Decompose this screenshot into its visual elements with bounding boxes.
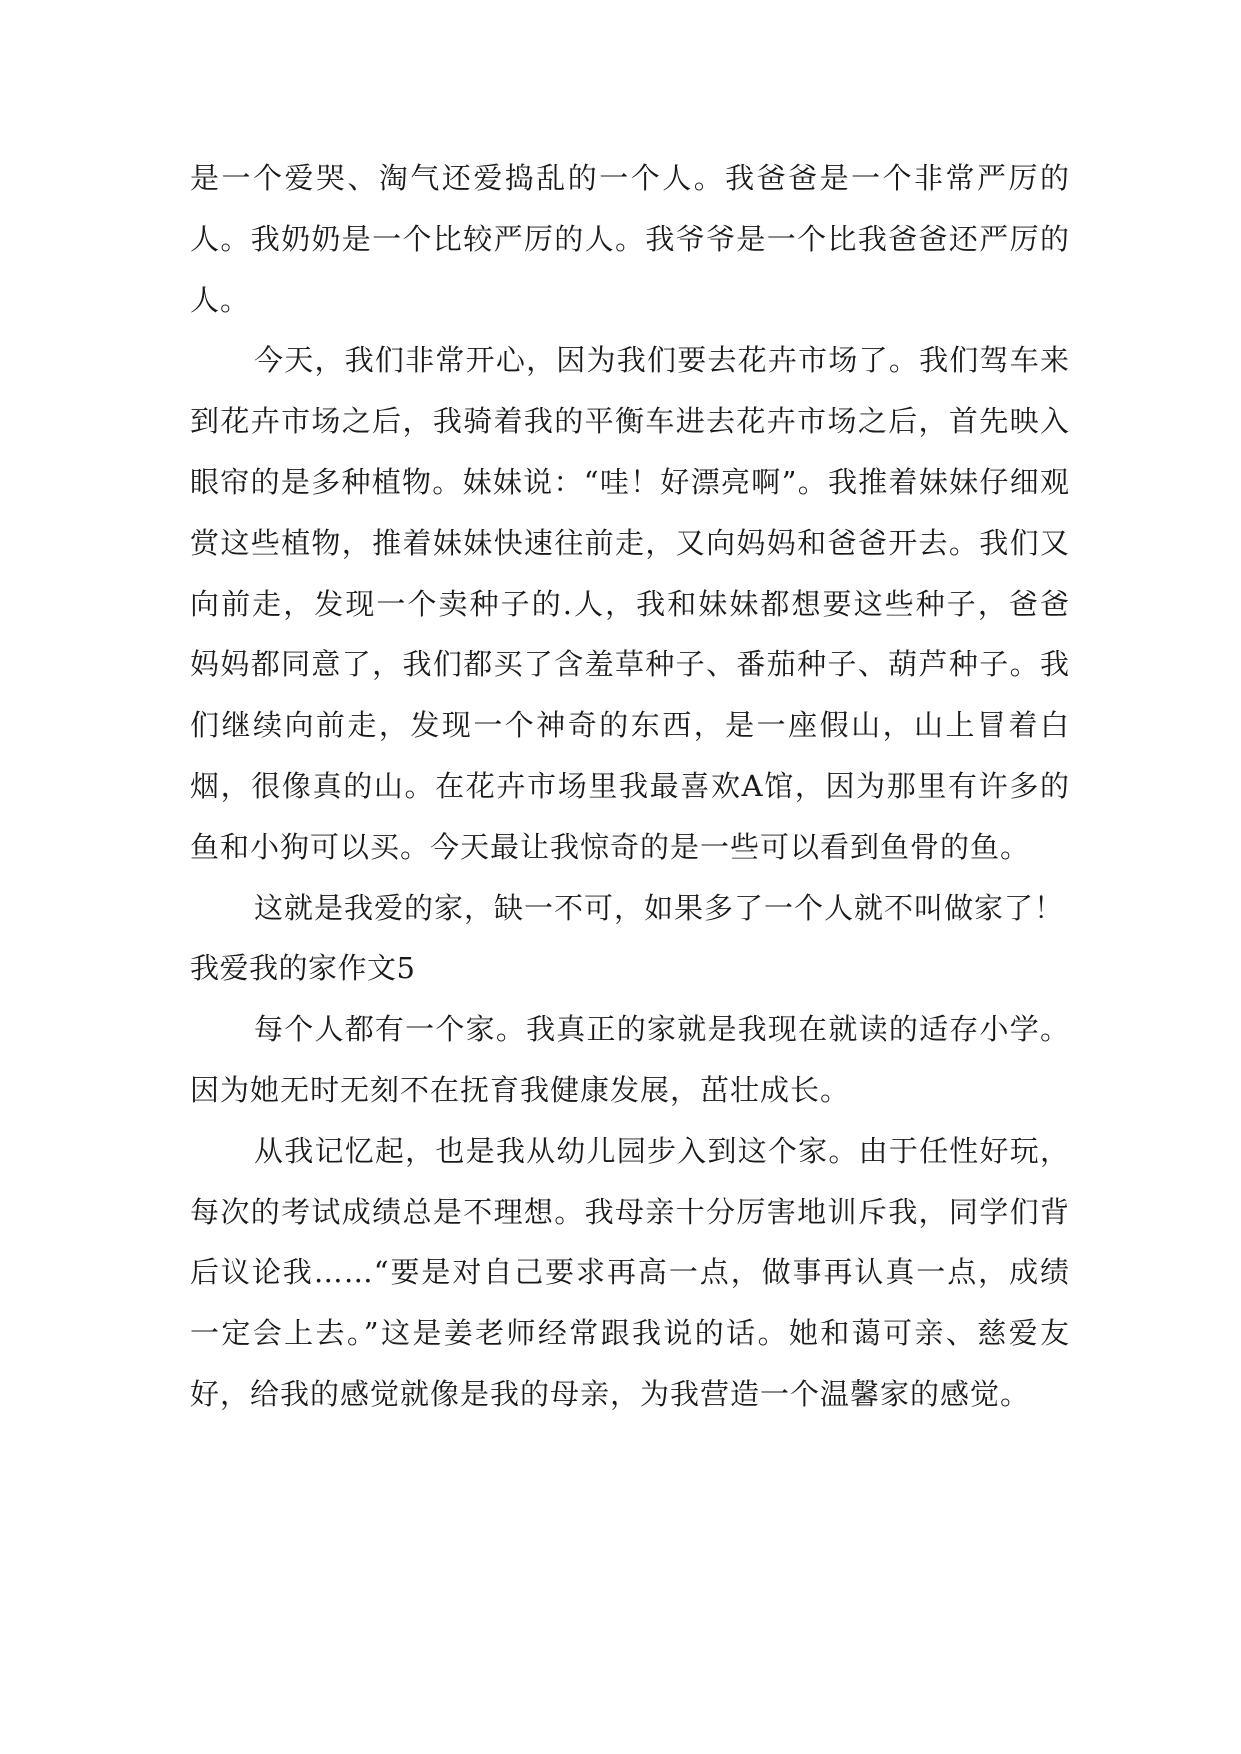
essay-heading: 我爱我的家作文5 <box>190 951 416 986</box>
paragraph-teacher-memory: 从我记忆起，也是我从幼儿园步入到这个家。由于任性好玩，每次的考试成绩总是不理想。我母亲十分厉害地训斥我，同学们背后议论我……“要是对自己要求再高一点，做事再认真一点，成绩一定会上去。”这是姜老师经常跟我说的话。她和蔼可亲、慈爱友好，给我的感觉就像是我的母亲，为我营造一个温馨家的感觉。 <box>190 1133 1070 1411</box>
document-page <box>190 148 1070 1425</box>
paragraph-conclusion: 这就是我爱的家，缺一不可，如果多了一个人就不叫做家了！ <box>254 890 1065 925</box>
paragraph-family-description: 是一个爱哭、淘气还爱捣乱的一个人。我爸爸是一个非常严厉的人。我奶奶是一个比较严厉的人。我爷爷是一个比我爸爸还严厉的人。 <box>190 161 1070 317</box>
paragraph-flower-market: 今天，我们非常开心，因为我们要去花卉市场了。我们驾车来到花卉市场之后，我骑着我的平衡车进去花卉市场之后，首先映入眼帘的是多种植物。妹妹说：“哇！好漂亮啊”。我推着妹妹仔细观赏这些植物，推着妹妹快速往前走，又向妈妈和爸爸开去。我们又向前走，发现一个卖种子的.人，我和妹妹都想要这些种子，爸爸妈妈都同意了，我们都买了含羞草种子、番茄种子、葫芦种子。我们继续向前走，发现一个神奇的东西，是一座假山，山上冒着白烟，很像真的山。在花卉市场里我最喜欢A馆，因为那里有许多的鱼和小狗可以买。今天最让我惊奇的是一些可以看到鱼骨的鱼。 <box>190 343 1070 864</box>
paragraph-school-home: 每个人都有一个家。我真正的家就是我现在就读的适存小学。因为她无时无刻不在抚育我健康发展，茁壮成长。 <box>190 1012 1070 1107</box>
